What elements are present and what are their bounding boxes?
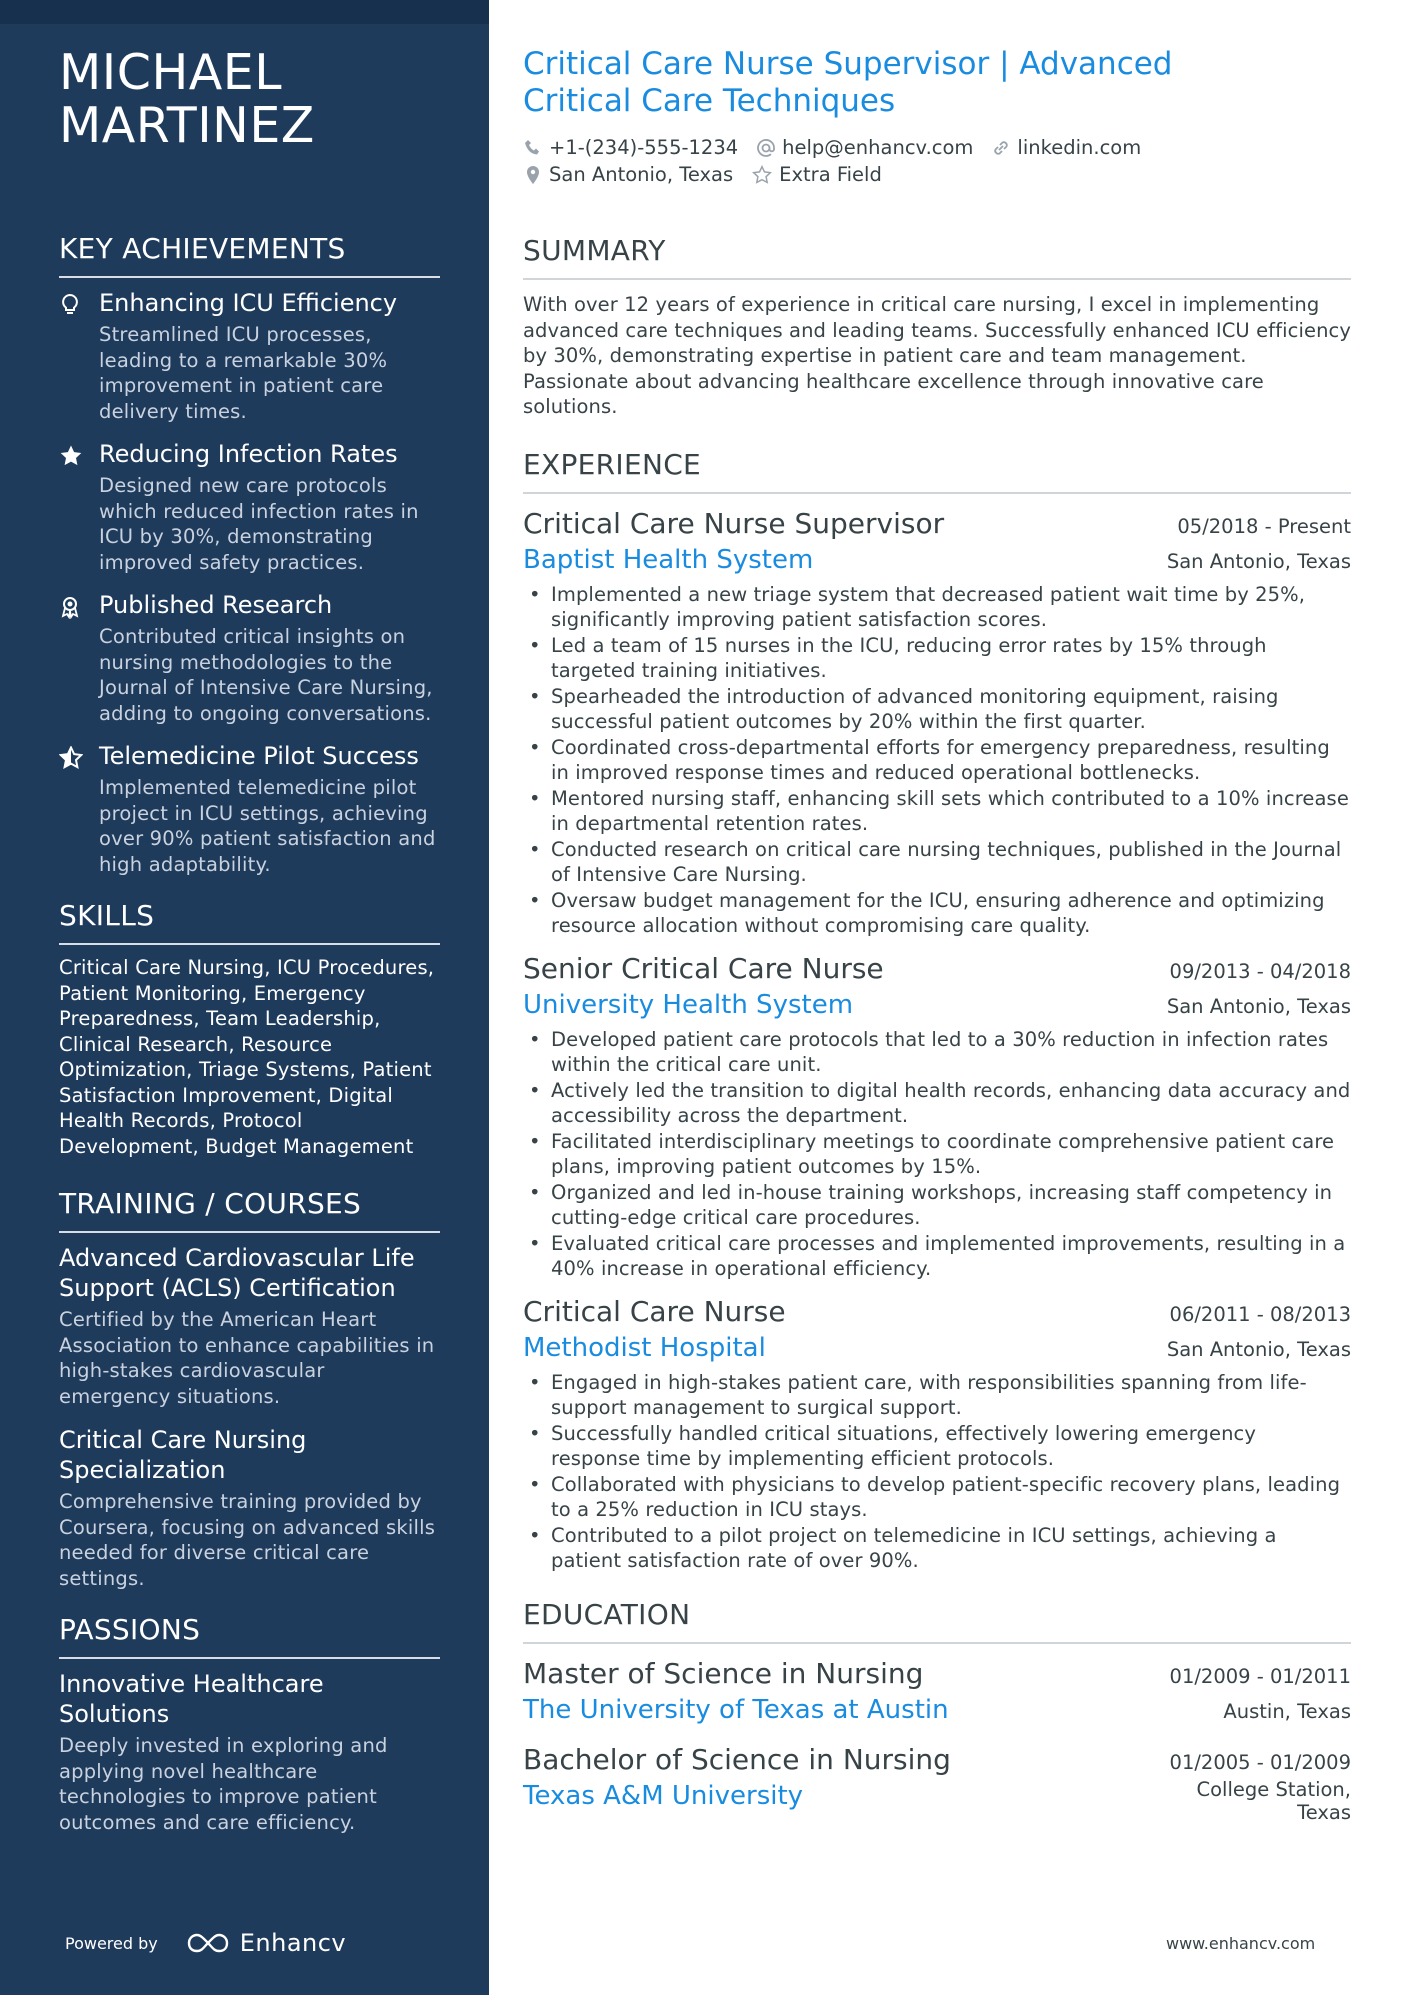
passion-desc: Deeply invested in exploring and applying novel healthcare technologies to improve patient outcomes and care efficiency. — [59, 1734, 388, 1834]
summary-text: With over 12 years of experience in critical care nursing, I excel in implementing advanced care techniques and leading teams. Successfully enhanced ICU efficiency by 30%, demonstrating expertise in patient care and team management. Passionate about advancing healthcare excellence through innovative care solutions. — [523, 293, 1351, 418]
star-outline-icon — [751, 165, 773, 185]
course-item — [59, 1243, 440, 1409]
sidebar — [0, 0, 489, 1995]
achievement-desc: Designed new care protocols which reduced infection rates in ICU by 30%, demonstrating improved safety practices. — [99, 474, 419, 574]
achievement-item — [59, 439, 440, 575]
job-dates: 09/2013 - 04/2018 — [1169, 959, 1351, 983]
bullet-item: • Contributed to a pilot project on telemedicine in ICU settings, achieving a patient satisfaction rate of over 90%. — [523, 1523, 1351, 1574]
at-icon — [756, 138, 776, 158]
star-half-icon — [59, 741, 99, 877]
bullet-item: • Implemented a new triage system that decreased patient wait time by 25%, significantly improving patient satisfaction scores. — [523, 582, 1351, 633]
passion-title: Innovative Healthcare Solutions — [59, 1670, 324, 1728]
experience-title: EXPERIENCE — [523, 448, 1351, 494]
sidebar-top-strip — [0, 0, 489, 24]
skills-title: SKILLS — [59, 899, 440, 945]
bullet-item: • Led a team of 15 nurses in the ICU, reducing error rates by 15% through targeted training initiatives. — [523, 633, 1351, 684]
job-title: Critical Care Nurse — [523, 1294, 786, 1328]
bullet-item: • Coordinated cross-departmental efforts for emergency preparedness, resulting in improved response times and reduced operational bottlenecks. — [523, 735, 1351, 786]
contact-link[interactable] — [991, 136, 1141, 159]
contact-email[interactable] — [756, 136, 973, 159]
bullet-item: • Successfully handled critical situations, effectively lowering emergency response time by implementing efficient protocols. — [523, 1421, 1351, 1472]
passion-item — [59, 1669, 440, 1835]
job-bullets — [523, 1027, 1351, 1282]
course-desc: Comprehensive training provided by Coursera, focusing on advanced skills needed for diverse critical care settings. — [59, 1490, 436, 1590]
bullet-item: • Spearheaded the introduction of advanced monitoring equipment, raising successful patient outcomes by 20% within the first quarter. — [523, 684, 1351, 735]
job-entry — [523, 506, 1351, 939]
course-desc: Certified by the American Heart Association to enhance capabilities in high-stakes cardiovascular emergency situations. — [59, 1308, 435, 1408]
job-entry — [523, 1294, 1351, 1574]
course-title: Advanced Cardiovascular Life Support (ACLS) Certification — [59, 1244, 415, 1302]
enhancv-logo-icon — [186, 1931, 230, 1955]
school-name: The University of Texas at Austin — [523, 1694, 949, 1725]
achievements-section — [59, 232, 440, 877]
bullet-item: • Facilitated interdisciplinary meetings to coordinate comprehensive patient care plans, improving patient outcomes by 15%. — [523, 1129, 1351, 1180]
achievement-title: Telemedicine Pilot Success — [99, 742, 419, 770]
job-dates: 06/2011 - 08/2013 — [1169, 1302, 1351, 1326]
candidate-name — [59, 46, 440, 152]
link-text: linkedin.com — [1017, 136, 1142, 159]
job-location: San Antonio, Texas — [1166, 549, 1351, 573]
training-section — [59, 1187, 440, 1591]
bullet-item: • Developed patient care protocols that led to a 30% reduction in infection rates within the critical care unit. — [523, 1027, 1351, 1078]
bullet-item: • Engaged in high-stakes patient care, with responsibilities spanning from life-support management to surgical support. — [523, 1370, 1351, 1421]
powered-by — [65, 1929, 346, 1957]
bullet-item: • Evaluated critical care processes and implemented improvements, resulting in a 40% increase in operational efficiency. — [523, 1231, 1351, 1282]
location-text: San Antonio, Texas — [549, 163, 734, 186]
bullet-item: • Actively led the transition to digital health records, enhancing data accuracy and accessibility across the department. — [523, 1078, 1351, 1129]
passions-section — [59, 1613, 440, 1835]
job-bullets — [523, 1370, 1351, 1574]
first-name: MICHAEL — [59, 44, 283, 101]
contact-extra — [751, 163, 882, 186]
course-title: Critical Care Nursing Specialization — [59, 1426, 307, 1484]
achievement-desc: Contributed critical insights on nursing methodologies to the Journal of Intensive Care Nursing, adding to ongoing conversations. — [99, 625, 433, 725]
job-location: San Antonio, Texas — [1166, 1337, 1351, 1361]
last-name: MARTINEZ — [59, 97, 315, 154]
bullet-item: • Conducted research on critical care nursing techniques, published in the Journal of Intensive Care Nursing. — [523, 837, 1351, 888]
education-section — [523, 1598, 1351, 1824]
summary-title: SUMMARY — [523, 234, 1351, 280]
job-location: San Antonio, Texas — [1166, 994, 1351, 1018]
education-entry — [523, 1742, 1351, 1824]
job-title: Senior Critical Care Nurse — [523, 951, 884, 985]
phone-icon — [523, 138, 543, 158]
brand-name: Enhancv — [239, 1929, 347, 1957]
experience-section — [523, 448, 1351, 1574]
education-entry — [523, 1656, 1351, 1728]
location-pin-icon — [523, 165, 543, 185]
footer-url[interactable]: www.enhancv.com — [1166, 1934, 1316, 1953]
contact-phone[interactable] — [523, 136, 738, 159]
school-location: Austin, Texas — [1223, 1699, 1351, 1723]
school-location: College Station, Texas — [1196, 1777, 1351, 1824]
bullet-item: • Oversaw budget management for the ICU, ensuring adherence and optimizing resource allocation without compromising care quality. — [523, 888, 1351, 939]
job-company: Methodist Hospital — [523, 1332, 766, 1363]
education-dates: 01/2005 - 01/2009 — [1169, 1750, 1351, 1774]
powered-by-label: Powered by — [65, 1933, 158, 1953]
contact-info — [523, 134, 1351, 188]
bullet-item: • Mentored nursing staff, enhancing skill sets which contributed to a 10% increase in departmental retention rates. — [523, 786, 1351, 837]
job-bullets — [523, 582, 1351, 939]
achievement-title: Reducing Infection Rates — [99, 440, 398, 468]
degree-title: Master of Science in Nursing — [523, 1656, 924, 1690]
link-icon — [991, 138, 1011, 158]
summary-section — [523, 234, 1351, 420]
headline: Critical Care Nurse Supervisor | Advanced Critical Care Techniques — [523, 46, 1173, 119]
bullet-item: • Collaborated with physicians to develop patient-specific recovery plans, leading to a 25% reduction in ICU stays. — [523, 1472, 1351, 1523]
course-item — [59, 1425, 440, 1591]
job-entry — [523, 951, 1351, 1282]
achievement-desc: Streamlined ICU processes, leading to a remarkable 30% improvement in patient care delivery times. — [99, 323, 388, 423]
achievement-desc: Implemented telemedicine pilot project in ICU settings, achieving over 90% patient satisfaction and high adaptability. — [99, 776, 436, 876]
achievements-title: KEY ACHIEVEMENTS — [59, 232, 440, 278]
degree-title: Bachelor of Science in Nursing — [523, 1742, 951, 1776]
education-dates: 01/2009 - 01/2011 — [1169, 1664, 1351, 1688]
phone-text: +1-(234)-555-1234 — [549, 136, 739, 159]
job-company: Baptist Health System — [523, 544, 814, 575]
job-dates: 05/2018 - Present — [1177, 514, 1351, 538]
achievement-title: Published Research — [99, 591, 333, 619]
award-icon — [59, 590, 99, 726]
job-company: University Health System — [523, 989, 854, 1020]
passions-title: PASSIONS — [59, 1613, 440, 1659]
achievement-item — [59, 741, 440, 877]
lightbulb-icon — [59, 288, 99, 424]
job-title: Critical Care Nurse Supervisor — [523, 506, 945, 540]
achievement-item — [59, 590, 440, 726]
bullet-item: • Organized and led in-house training workshops, increasing staff competency in cutting-edge critical care procedures. — [523, 1180, 1351, 1231]
achievement-title: Enhancing ICU Efficiency — [99, 289, 398, 317]
main-column — [523, 46, 1351, 1838]
extra-text: Extra Field — [779, 163, 882, 186]
brand-logo[interactable] — [186, 1929, 346, 1957]
school-name: Texas A&M University — [523, 1780, 804, 1811]
skills-list: Critical Care Nursing, ICU Procedures, Patient Monitoring, Emergency Preparedness, Team Leadership, Clinical Research, Resource Optimization, Triage Systems, Patient Satisfaction Improvement, Digital Health Records, Protocol Development, Budget Management — [59, 956, 435, 1158]
email-text: help@enhancv.com — [782, 136, 974, 159]
achievement-item — [59, 288, 440, 424]
star-icon — [59, 439, 99, 575]
contact-location — [523, 163, 733, 186]
training-title: TRAINING / COURSES — [59, 1187, 440, 1233]
skills-section — [59, 899, 440, 1159]
education-title: EDUCATION — [523, 1598, 1351, 1644]
